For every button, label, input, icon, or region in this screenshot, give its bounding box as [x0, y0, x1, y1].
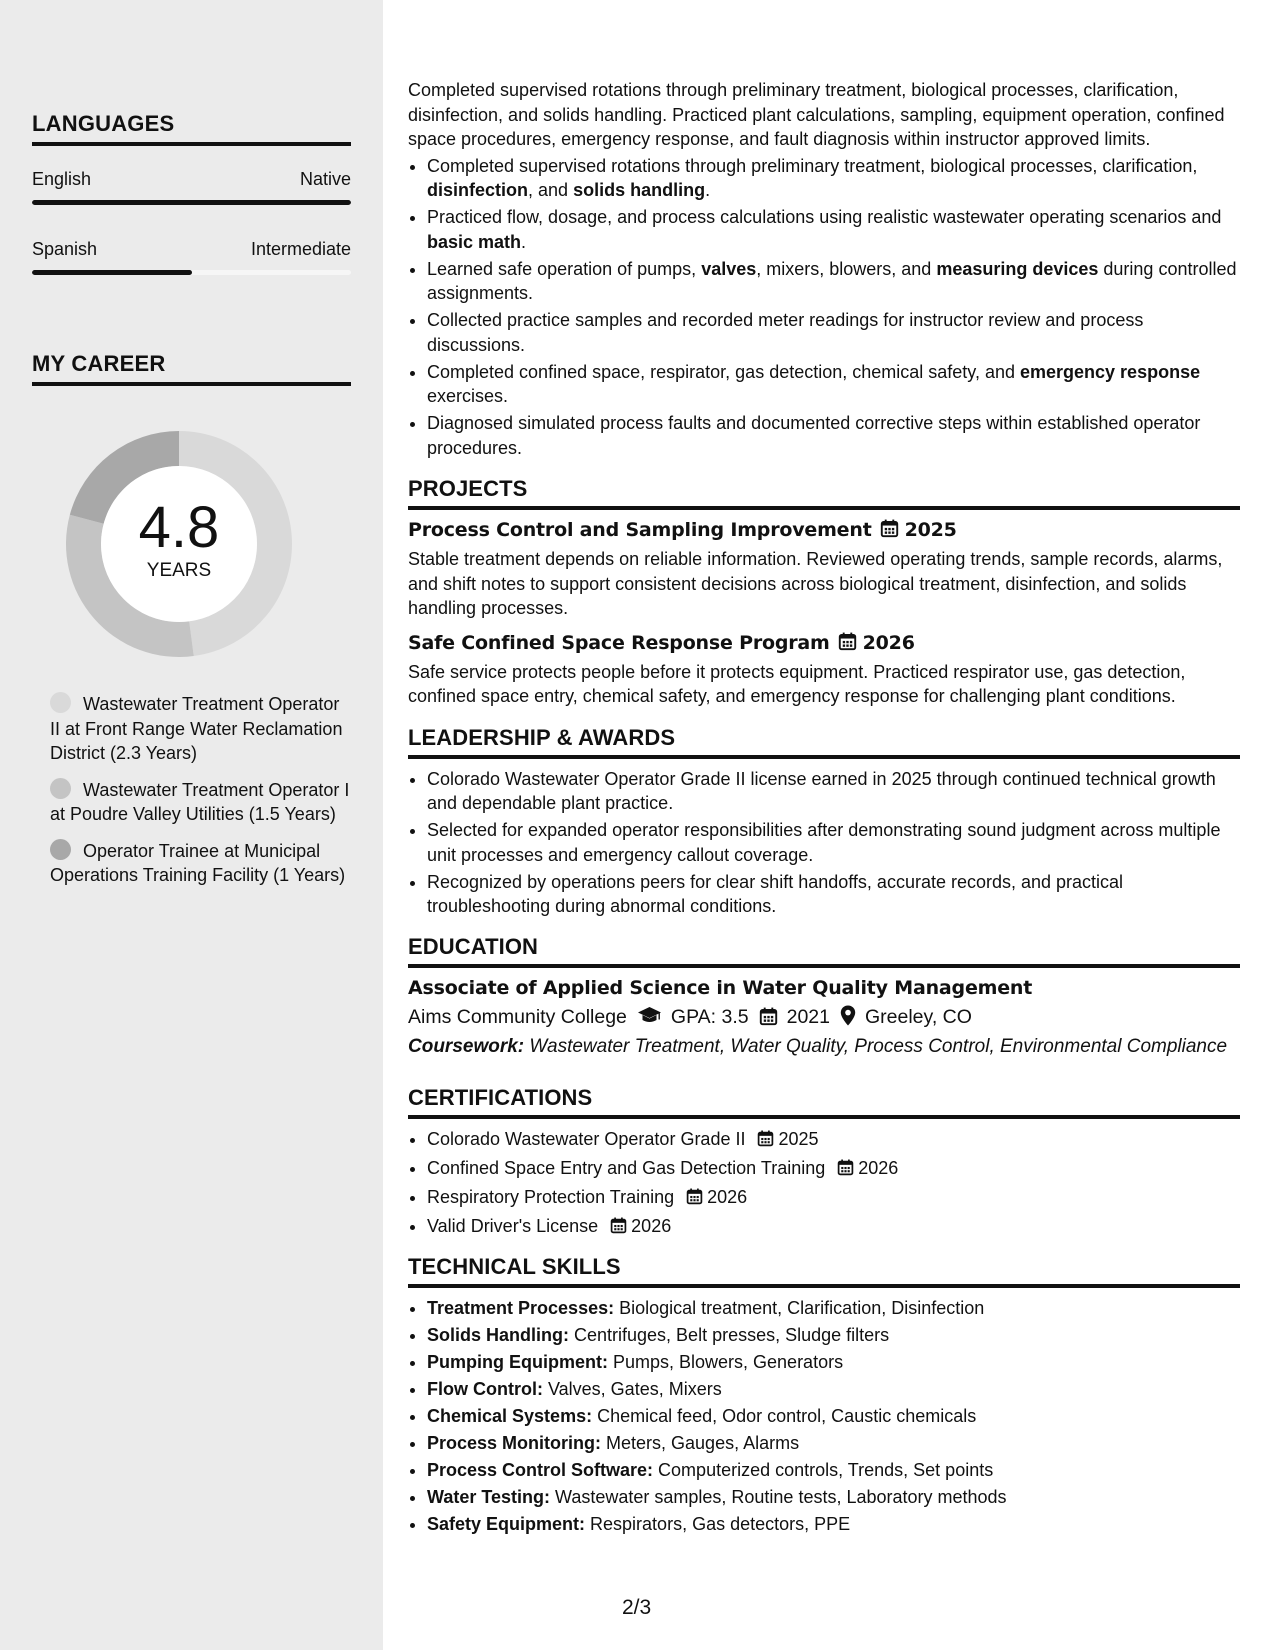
skill-label: Pumping Equipment:	[427, 1352, 608, 1372]
education-meta	[408, 1003, 1240, 1034]
skill-item	[427, 1512, 1240, 1537]
calendar-icon	[686, 1187, 703, 1212]
skill-item	[427, 1485, 1240, 1510]
certification-item	[427, 1156, 1240, 1183]
education-location: Greeley, CO	[864, 1005, 972, 1028]
skill-value: Biological treatment, Clarification, Disinfection	[614, 1298, 985, 1318]
leadership-heading: LEADERSHIP & AWARDS	[408, 725, 1240, 759]
keyword: disinfection	[427, 180, 529, 200]
calendar-icon	[837, 1158, 854, 1183]
certification-item	[427, 1127, 1240, 1154]
leadership-list	[408, 767, 1240, 919]
education-gpa: GPA: 3.5	[670, 1005, 749, 1028]
education-school: Aims Community College	[408, 1005, 627, 1028]
skill-item	[427, 1296, 1240, 1321]
career-item-text: Operator Trainee at Municipal Operations Training Facility (1 Years)	[50, 840, 346, 885]
keyword: valves	[701, 258, 757, 279]
language-name: English	[32, 169, 92, 189]
project-year: 2025	[904, 519, 957, 541]
language-level: Intermediate	[250, 239, 351, 259]
project-title-row	[408, 519, 1240, 543]
certifications-heading: CERTIFICATIONS	[408, 1085, 1240, 1119]
skill-value: Wastewater samples, Routine tests, Laboratory methods	[550, 1487, 1007, 1507]
certifications-list	[408, 1127, 1240, 1241]
skill-label: Water Testing:	[427, 1487, 551, 1507]
career-heading: MY CAREER	[32, 351, 351, 386]
skill-value: Computerized controls, Trends, Set points	[653, 1460, 994, 1480]
skill-value: Respirators, Gas detectors, PPE	[585, 1514, 851, 1534]
keyword: measuring devices	[936, 258, 1099, 279]
project-item	[408, 632, 1240, 709]
skill-value: Meters, Gauges, Alarms	[601, 1433, 800, 1453]
language-level: Native	[299, 169, 351, 189]
map-pin-icon	[840, 1005, 856, 1034]
languages-heading: LANGUAGES	[32, 111, 351, 146]
skills-list	[408, 1296, 1240, 1537]
skill-item	[427, 1404, 1240, 1429]
experience-bullet: • Completed confined space, respirator, gas detection, chemical safety, and emergency response exercises.	[427, 360, 1240, 409]
main-content	[408, 78, 1240, 1539]
education-heading: EDUCATION	[408, 934, 1240, 968]
skill-value: Valves, Gates, Mixers	[542, 1379, 722, 1399]
education-degree: Associate of Applied Science in Water Quality Management	[408, 976, 1033, 999]
skill-label: Safety Equipment:	[427, 1514, 586, 1534]
language-row	[32, 169, 351, 190]
skill-label: Chemical Systems:	[427, 1406, 593, 1426]
career-total-unit: YEARS	[146, 560, 212, 581]
career-total-value: 4.8	[138, 495, 220, 560]
skill-label: Solids Handling:	[427, 1325, 569, 1345]
calendar-icon	[880, 519, 899, 543]
experience-bullet: • Collected practice samples and recorded meter readings for instructor review and process discussions.	[427, 308, 1240, 357]
language-name: Spanish	[32, 239, 98, 259]
skill-item	[427, 1350, 1240, 1375]
project-title: Process Control and Sampling Improvement	[408, 519, 872, 541]
certification-item	[427, 1185, 1240, 1212]
leadership-item: • Colorado Wastewater Operator Grade II license earned in 2025 through continued technical growth and dependable plant practice.	[427, 767, 1240, 816]
project-year: 2026	[862, 631, 915, 654]
keyword: basic math	[427, 231, 522, 252]
career-list	[50, 692, 350, 900]
language-proficiency-fill	[32, 200, 351, 205]
page-number: 2/3	[622, 1596, 652, 1619]
graduation-cap-icon	[637, 1006, 662, 1034]
certification-year: 2026	[858, 1157, 899, 1178]
skill-label: Process Control Software:	[427, 1460, 654, 1480]
career-donut-chart	[66, 431, 292, 657]
coursework-list: Wastewater Treatment, Water Quality, Process Control, Environmental Compliance	[529, 1035, 1228, 1057]
leadership-item: • Selected for expanded operator responsibilities after demonstrating sound judgment across multiple unit processes and emergency callout coverage.	[427, 818, 1240, 867]
skill-value: Pumps, Blowers, Generators	[607, 1352, 844, 1372]
skill-label: Treatment Processes:	[427, 1298, 615, 1318]
skill-label: Process Monitoring:	[427, 1433, 602, 1453]
certification-item	[427, 1214, 1240, 1241]
education-coursework	[408, 1034, 1240, 1059]
experience-bullet: • Learned safe operation of pumps, valves, mixers, blowers, and measuring devices during controlled assignments.	[427, 257, 1240, 306]
experience-summary: Completed supervised rotations through preliminary treatment, biological processes, clarification, disinfection, and solids handling. Practiced plant calculations, sampling, equipment operation, confined space procedures, emergency response, and fault diagnosis within instructor approved limits.	[408, 80, 1225, 149]
experience-bullets	[408, 154, 1240, 461]
experience-bullet: • Completed supervised rotations through preliminary treatment, biological processes, clarification, disinfection, and solids handling.	[427, 154, 1240, 203]
experience-bullet: • Practiced flow, dosage, and process calculations using realistic wastewater operating scenarios and basic math.	[427, 205, 1240, 254]
career-item	[50, 839, 350, 888]
coursework-label: Coursework:	[408, 1035, 525, 1057]
project-title: Safe Confined Space Response Program	[408, 631, 830, 654]
language-proficiency-bar	[32, 270, 351, 275]
certification-name: Valid Driver's License	[427, 1215, 599, 1236]
career-item	[50, 692, 350, 766]
project-item	[408, 519, 1240, 621]
language-proficiency-bar	[32, 200, 351, 205]
sidebar	[0, 0, 383, 1650]
career-item	[50, 778, 350, 827]
calendar-icon	[838, 632, 857, 656]
calendar-icon	[759, 1006, 778, 1034]
skill-item	[427, 1458, 1240, 1483]
skill-value: Centrifuges, Belt presses, Sludge filters	[569, 1325, 890, 1345]
certification-name: Confined Space Entry and Gas Detection Training	[427, 1157, 826, 1178]
career-legend-dot	[50, 778, 71, 799]
career-item-text: Wastewater Treatment Operator II at Front Range Water Reclamation District (2.3 Years)	[50, 694, 343, 763]
career-total	[66, 431, 292, 657]
skill-value: Chemical feed, Odor control, Caustic chemicals	[592, 1406, 977, 1426]
certification-year: 2026	[631, 1215, 672, 1236]
project-description: Stable treatment depends on reliable information. Reviewed operating trends, sample records, alarms, and shift notes to support consistent decisions across biological treatment, disinfection, and solids handling processes.	[408, 549, 1223, 618]
certification-year: 2026	[707, 1186, 748, 1207]
language-row	[32, 239, 351, 260]
certification-year: 2025	[778, 1128, 819, 1149]
language-proficiency-fill	[32, 270, 192, 275]
skill-label: Flow Control:	[427, 1379, 543, 1399]
project-title-row	[408, 632, 1240, 656]
experience-bullet: • Diagnosed simulated process faults and documented corrective steps within established operator procedures.	[427, 411, 1240, 460]
education-year: 2021	[786, 1005, 830, 1028]
project-description: Safe service protects people before it protects equipment. Practiced respirator use, gas detection, confined space entry, chemical safety, and emergency response for challenging plant conditions.	[408, 661, 1186, 706]
career-legend-dot	[50, 839, 71, 860]
skill-item	[427, 1431, 1240, 1456]
keyword: emergency response	[1020, 361, 1201, 382]
leadership-item: • Recognized by operations peers for clear shift handoffs, accurate records, and practical troubleshooting during abnormal conditions.	[427, 870, 1240, 919]
projects-heading: PROJECTS	[408, 476, 1240, 510]
keyword: solids handling	[573, 180, 706, 200]
certification-name: Colorado Wastewater Operator Grade II	[427, 1128, 746, 1149]
certification-name: Respiratory Protection Training	[427, 1186, 675, 1207]
calendar-icon	[757, 1129, 774, 1154]
skills-heading: TECHNICAL SKILLS	[408, 1254, 1240, 1288]
career-item-text: Wastewater Treatment Operator I at Poudre Valley Utilities (1.5 Years)	[50, 779, 350, 824]
skill-item	[427, 1323, 1240, 1348]
calendar-icon	[610, 1216, 627, 1241]
career-legend-dot	[50, 692, 71, 713]
skill-item	[427, 1377, 1240, 1402]
